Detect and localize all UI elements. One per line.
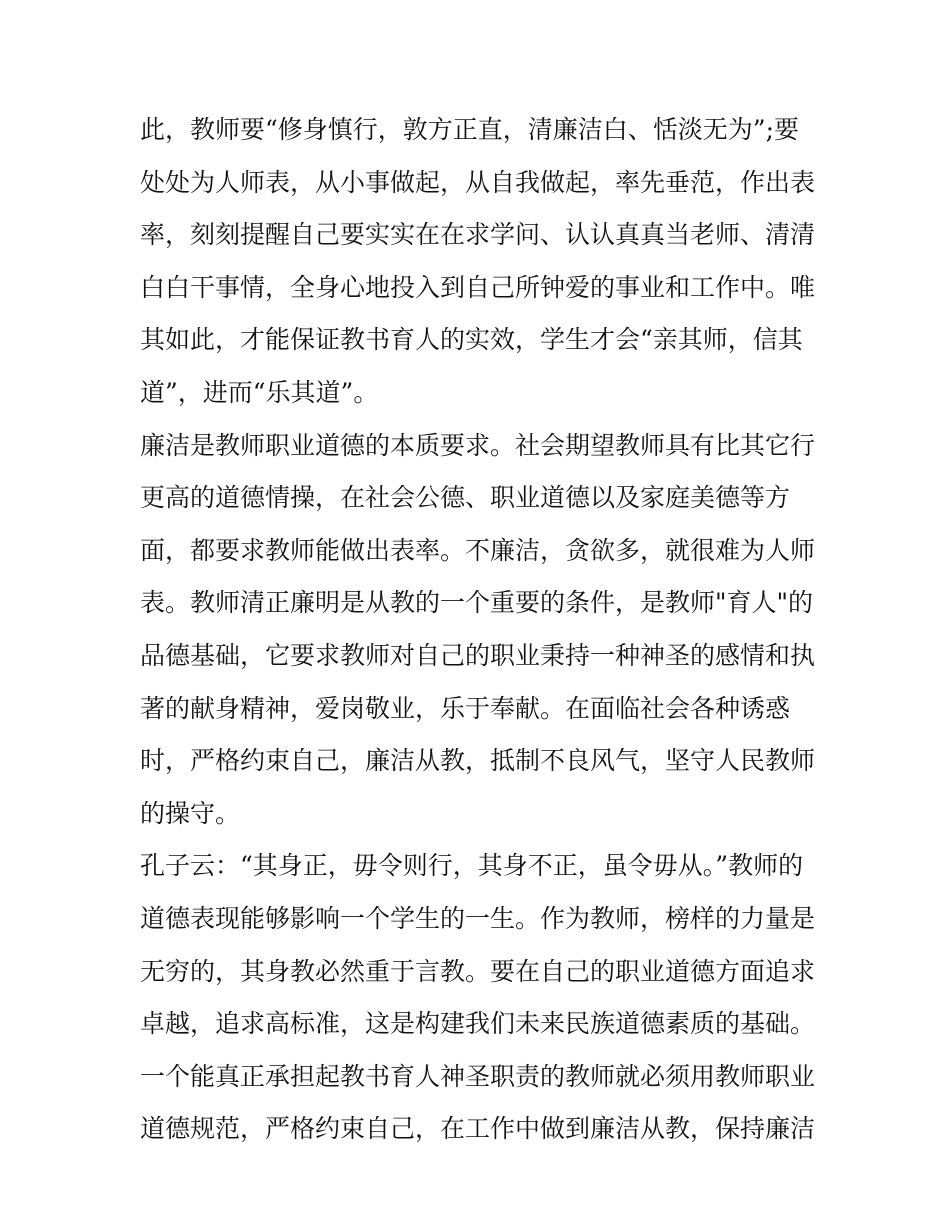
text-line: 孔子云：“其身正，毋令则行，其身不正，虽令毋从。”教师的 <box>140 851 804 881</box>
text-line: 道德规范，严格约束自己，在工作中做到廉洁从教，保持廉洁 <box>140 1114 816 1144</box>
text-line: 卓越，追求高标准，这是构建我们未来民族道德素质的基础。 <box>140 1009 816 1039</box>
text-line: 著的献身精神，爱岗敬业，乐于奉献。在面临社会各种诱惑 <box>140 693 791 723</box>
text-line: 品德基础，它要求教师对自己的职业秉持一种神圣的感情和执 <box>140 640 816 670</box>
text-line: 率，刻刻提醒自己要实实在在求学问、认认真真当老师、清清 <box>140 220 816 250</box>
text-line: 廉洁是教师职业道德的本质要求。社会期望教师具有比其它行 <box>140 430 816 460</box>
text-line: 道德表现能够影响一个学生的一生。作为教师，榜样的力量是 <box>140 903 816 933</box>
body-text <box>140 104 820 1156</box>
text-line: 更高的道德情操，在社会公德、职业道德以及家庭美德等方 <box>140 483 791 513</box>
text-line: 面，都要求教师能做出表率。不廉洁，贪欲多，就很难为人师 <box>140 535 816 565</box>
text-line: 此，教师要“修身慎行，敦方正直，清廉洁白、恬淡无为”;要 <box>140 115 799 144</box>
text-line: 其如此，才能保证教书育人的实效，学生才会“亲其师，信其 <box>140 325 803 355</box>
text-line: 表。教师清正廉明是从教的一个重要的条件，是教师"育人"的 <box>140 588 814 618</box>
text-line: 道”，进而“乐其道”。 <box>140 377 379 407</box>
text-line: 一个能真正承担起教书育人神圣职责的教师就必须用教师职业 <box>140 1061 816 1091</box>
text-line: 无穷的，其身教必然重于言教。要在自己的职业道德方面追求 <box>140 956 816 986</box>
text-line: 的操守。 <box>140 798 241 828</box>
text-line: 白白干事情，全身心地投入到自己所钟爱的事业和工作中。唯 <box>140 272 816 302</box>
text-line: 时，严格约束自己，廉洁从教，抵制不良风气，坚守人民教师 <box>140 746 816 776</box>
text-line: 处处为人师表，从小事做起，从自我做起，率先垂范，作出表 <box>140 167 816 197</box>
